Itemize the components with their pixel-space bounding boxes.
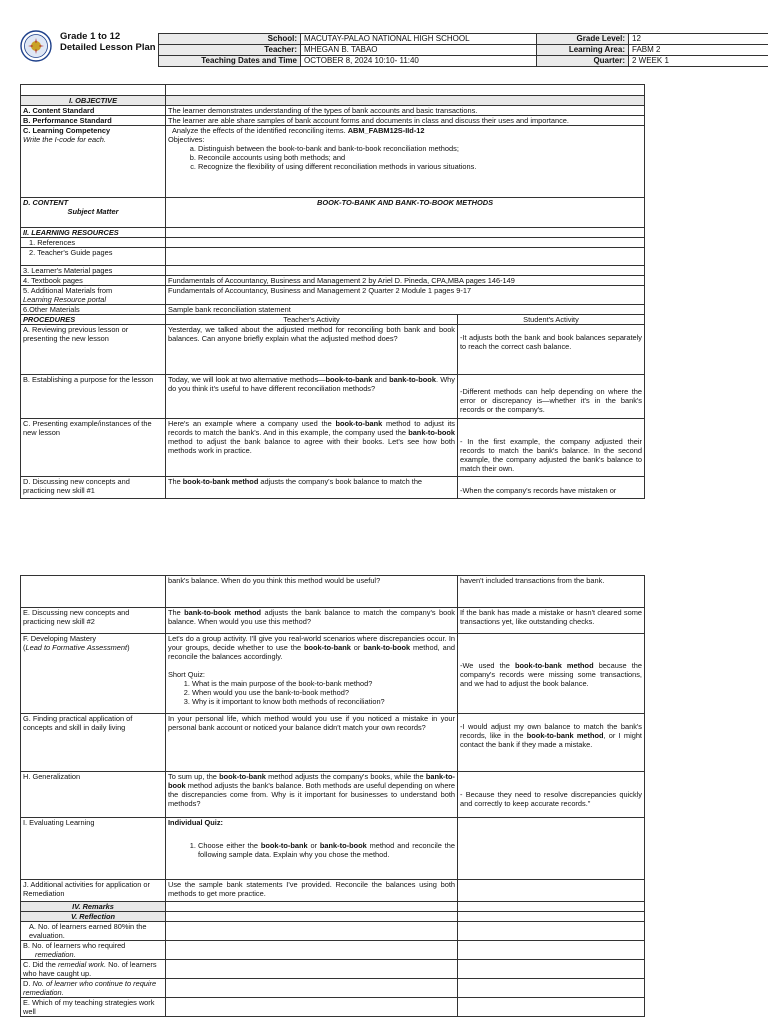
objectives-label: Objectives:: [168, 135, 205, 144]
area-label: Learning Area:: [537, 45, 629, 56]
individual-quiz-list: 1. Choose either the book-to-bank or bank-to-book method and reconcile the following sample data. Explain why you chose the method.: [168, 841, 455, 859]
student-answer: -When the company's records have mistaken or: [460, 486, 617, 495]
area-value: FABM 2: [629, 45, 768, 56]
learning-competency-cell: [21, 126, 166, 198]
performance-standard-label: B. Performance Standard: [21, 116, 166, 126]
deped-seal-logo: [20, 30, 52, 62]
procedure-a-student: [458, 325, 645, 375]
dlp-title: [60, 31, 156, 53]
objective-heading: I. OBJECTIVE: [21, 96, 166, 106]
references-label: 1. References: [21, 238, 166, 248]
reflection-b-text: B. No. of learners who required: [23, 941, 126, 950]
procedure-g-label: G. Finding practical application of concepts and skill in daily living: [21, 714, 166, 772]
remarks-heading: IV. Remarks: [21, 902, 166, 912]
subject-matter-label: Subject Matter: [67, 207, 119, 216]
procedure-b-teacher: Today, we will look at two alternative methods—book-to-bank and bank-to-book. Why do you think it's useful to have different reconciliation methods?: [166, 375, 458, 419]
reflection-a: A. No. of learners earned 80%in the evaluation.: [21, 922, 166, 941]
competency-code: ABM_FABM12S-IId-12: [347, 126, 425, 135]
school-label: School:: [159, 34, 301, 45]
teachers-guide-label: 2. Teacher's Guide pages: [21, 248, 166, 266]
procedure-c-teacher: Here's an example where a company used the book-to-bank method to adjust its records to match the bank's. And in this example, the company used the bank-to-book method to adjust the bank balance to agree with their books. Let's see how both methods work in practice.: [166, 419, 458, 477]
procedure-b-label: B. Establishing a purpose for the lesson: [21, 375, 166, 419]
procedure-g-teacher: In your personal life, which method would you use if you noticed a mistake in your personal bank account or noticed your balance didn't match your own records?: [166, 714, 458, 772]
reflection-c-post: No. of learners who have caught up.: [23, 960, 157, 978]
procedure-e-label: E. Discussing new concepts and practicing new skill #2: [21, 608, 166, 634]
procedure-h-teacher: To sum up, the book-to-bank method adjusts the company's books, while the bank-to-book method adjusts the bank's balance. Both methods are useful depending on where the discrepancies come from. Why is it important for businesses to understand both methods?: [166, 772, 458, 818]
learning-competency-text: [166, 126, 645, 198]
short-quiz-list: [168, 679, 455, 706]
header-info-table: [158, 33, 768, 67]
reflection-d: [21, 979, 166, 998]
procedure-b-student: [458, 375, 645, 419]
other-materials-label: 6.Other Materials: [21, 305, 166, 315]
dates-value: OCTOBER 8, 2024 10:10- 11:40: [301, 56, 537, 67]
procedure-h-label: H. Generalization: [21, 772, 166, 818]
student-activity-header: Student's Activity: [458, 315, 645, 325]
additional-materials-label: 5. Additional Materials from: [23, 286, 113, 295]
quarter-label: Quarter:: [537, 56, 629, 67]
dates-label: Teaching Dates and Time: [159, 56, 301, 67]
reflection-c-italic: remedial work.: [57, 960, 106, 969]
procedure-i-label: I. Evaluating Learning: [21, 818, 166, 880]
objective-item: b. Reconcile accounts using both methods; and: [198, 153, 642, 162]
procedure-d-cont-student: haven't included transactions from the bank.: [458, 576, 645, 608]
quiz-item: 3. Why is it important to know both methods of reconciliation?: [192, 697, 455, 706]
content-value: BOOK-TO-BANK AND BANK-TO-BOOK METHODS: [166, 198, 645, 228]
learning-competency-label: C. Learning Competency: [23, 126, 111, 135]
objective-item: c. Recognize the flexibility of using different reconciliation methods in various situations.: [198, 162, 642, 171]
textbook-value: Fundamentals of Accountancy, Business and Management 2 by Ariel D. Pineda, CPA,MBA pages 146-149: [166, 276, 645, 286]
learning-competency-sub: Write the I-code for each.: [23, 135, 106, 144]
reflection-d-text: D.: [23, 979, 31, 988]
learners-material-label: 3. Learner's Material pages: [21, 266, 166, 276]
procedure-d-label: D. Discussing new concepts and practicing new skill #1: [21, 477, 166, 499]
objective-item: a. Distinguish between the book-to-bank and bank-to-book reconciliation methods;: [198, 144, 642, 153]
procedure-f-cell: [21, 634, 166, 714]
title-line-2: Detailed Lesson Plan: [60, 42, 156, 53]
lesson-plan-table-part1: [20, 84, 645, 499]
procedure-i-teacher: [166, 818, 458, 880]
content-label: D. CONTENT: [23, 198, 69, 207]
teacher-label: Teacher:: [159, 45, 301, 56]
procedure-f-label: F. Developing Mastery: [23, 634, 97, 643]
objectives-list: [168, 144, 642, 171]
student-answer: -Different methods can help depending on where the error or discrepancy is—whether it's in the bank's records or the company's.: [460, 387, 642, 414]
procedure-e-teacher: The bank-to-book method adjusts the bank balance to match the company's book balance. When would you use this method?: [166, 608, 458, 634]
individual-quiz-label: Individual Quiz:: [168, 818, 224, 827]
reflection-c: [21, 960, 166, 979]
quarter-value: 2 WEEK 1: [629, 56, 768, 67]
procedure-d-teacher: The book-to-bank method adjusts the company's book balance to match the: [166, 477, 458, 499]
short-quiz-label: Short Quiz:: [168, 670, 205, 679]
procedure-a-teacher: Yesterday, we talked about the adjusted method for reconciling both bank and book balances. Can anyone briefly explain what the adjusted method does?: [166, 325, 458, 375]
procedure-d-student: [458, 477, 645, 499]
procedure-f-student: -We used the book-to-bank method because the company's records were missing some transactions, and we had to adjust the book balance.: [458, 634, 645, 714]
procedure-f-sub: Lead to Formative Assessment: [25, 643, 128, 652]
reflection-e: E. Which of my teaching strategies work well: [21, 998, 166, 1017]
performance-standard-text: The learner are able share samples of bank account forms and documents in class and discuss their uses and importance.: [166, 116, 645, 126]
additional-materials-sub: Learning Resource portal: [23, 295, 106, 304]
procedure-h-student: [458, 772, 645, 818]
reflection-b: [21, 941, 166, 960]
student-answer: - Because they need to resolve discrepancies quickly and correctly to keep accurate records.": [460, 790, 642, 808]
procedure-a-label: A. Reviewing previous lesson or presenting the new lesson: [21, 325, 166, 375]
title-line-1: Grade 1 to 12: [60, 31, 121, 42]
teacher-value: MHEGAN B. TABAO: [301, 45, 537, 56]
reflection-b-italic: remediation.: [35, 950, 76, 959]
reflection-heading: V. Reflection: [21, 912, 166, 922]
teacher-activity-header: Teacher's Activity: [166, 315, 458, 325]
procedures-label: PROCEDURES: [21, 315, 166, 325]
quiz-item: 2. When would you use the bank-to-book method?: [192, 688, 455, 697]
textbook-label: 4. Textbook pages: [21, 276, 166, 286]
student-answer: - In the first example, the company adjusted their records to match the bank's balance. In the second example, the company adjusted the bank's balance to match their own.: [460, 437, 642, 473]
school-value: MACUTAY-PALAO NATIONAL HIGH SCHOOL: [301, 34, 537, 45]
learning-resources-heading: II. LEARNING RESOURCES: [21, 228, 166, 238]
content-standard-label: A. Content Standard: [21, 106, 166, 116]
content-standard-text: The learner demonstrates understanding of the types of bank accounts and basic transactions.: [166, 106, 645, 116]
procedure-j-teacher: Use the sample bank statements I've provided. Reconcile the balances using both methods to get more practice.: [166, 880, 458, 902]
additional-materials-value: Fundamentals of Accountancy, Business and Management 2 Quarter 2 Module 1 pages 9-17: [166, 286, 645, 305]
student-answer: -It adjusts both the bank and book balances separately to reach the correct cash balance.: [460, 333, 642, 351]
procedure-g-student: -I would adjust my own balance to match the bank's records, like in the book-to-bank method, or I might contact the bank if they made a mistake.: [458, 714, 645, 772]
procedure-j-label: J. Additional activities for application or Remediation: [21, 880, 166, 902]
grade-label: Grade Level:: [537, 34, 629, 45]
procedure-c-student: [458, 419, 645, 477]
procedure-f-sub-wrap: (Lead to Formative Assessment): [23, 643, 130, 652]
procedure-f-teacher: Let's do a group activity. I'll give you real-world scenarios where discrepancies occur. In your groups, decide whether to use the book-to-bank or bank-to-book method, and reconcile the balances accordingly. Short Quiz: 1. What is the main purpose of the book-to-bank method? 2. When would you use the bank-to-book method? 3. Why is it important to know both methods of reconciliation?: [166, 634, 458, 714]
reflection-d-italic: No. of learner who continue to require remediation.: [23, 979, 157, 997]
grade-value: 12: [629, 34, 768, 45]
reflection-c-text: C. Did the: [23, 960, 56, 969]
other-materials-value: Sample bank reconciliation statement: [166, 305, 645, 315]
competency-text: Analyze the effects of the identified reconciling items.: [172, 126, 346, 135]
procedure-c-label: C. Presenting example/instances of the new lesson: [21, 419, 166, 477]
procedure-e-student: If the bank has made a mistake or hasn't cleared some transactions yet, like outstanding checks.: [458, 608, 645, 634]
quiz-item: 1. What is the main purpose of the book-to-bank method?: [192, 679, 455, 688]
procedure-d-cont-teacher: bank's balance. When do you think this method would be useful?: [166, 576, 458, 608]
lesson-plan-table-part2: [20, 575, 645, 1017]
